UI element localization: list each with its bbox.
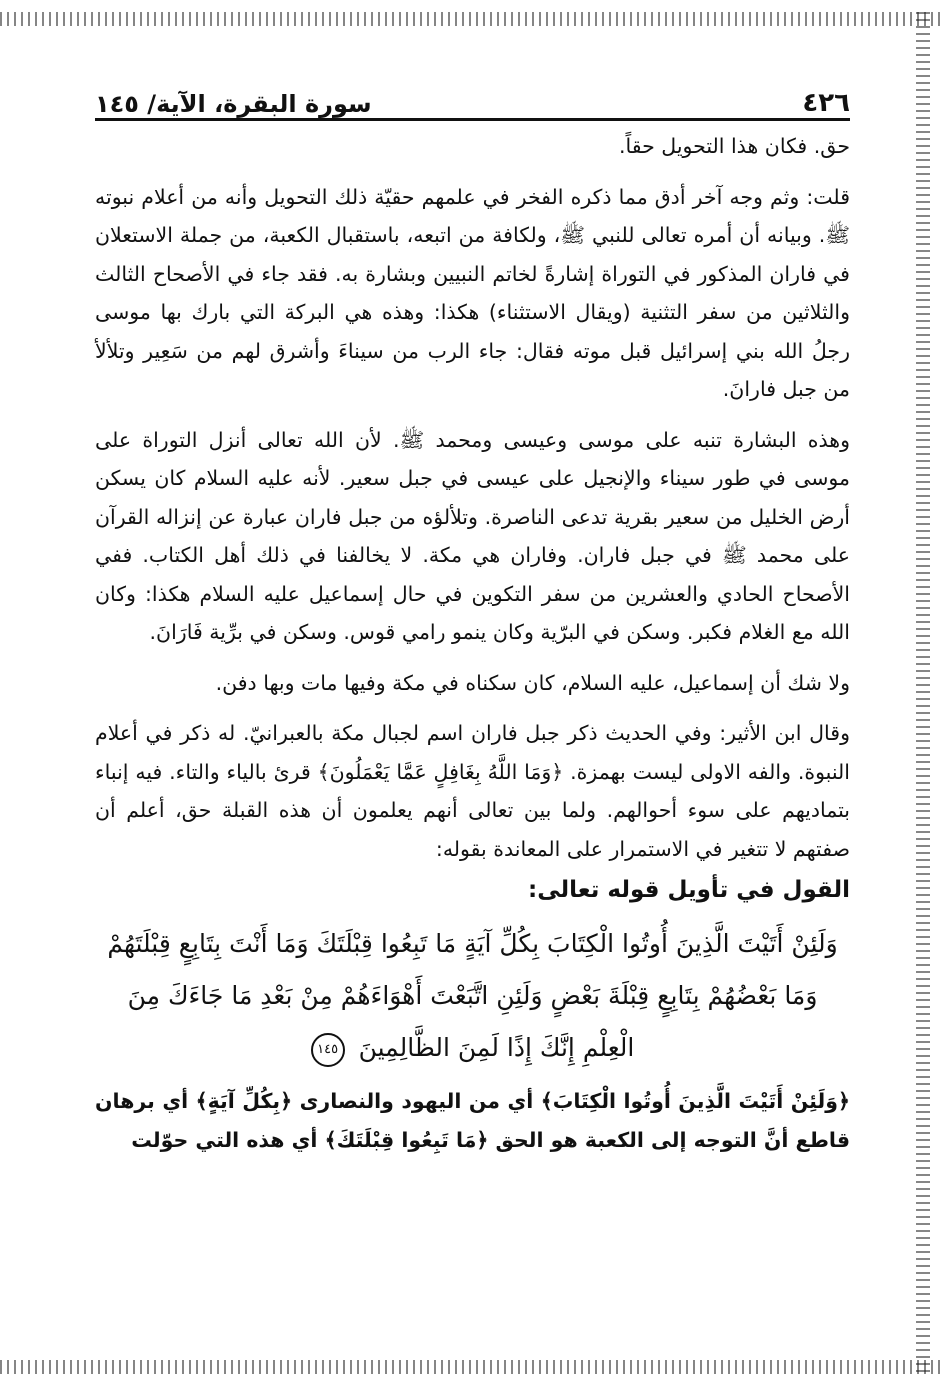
page-header xyxy=(95,70,850,121)
paragraph-4: ولا شك أن إسماعيل، عليه السلام، كان سكناه في مكة وفيها مات وبها دفن. xyxy=(215,670,850,695)
paragraph-2: قلت: وثم وجه آخر أدق مما ذكره الفخر في علمهم حقيّة ذلك التحويل وأنه من أعلام نبوته ﷺ. وبيانه أن أمره تعالى للنبي ﷺ، ولكافة من اتبعه، باستقبال الكعبة، من جملة الاستعلان في فاران المذكور في التوراة إشارةً لخاتم النبيين وبشارة به. فقد جاء في الأصحاح الثالث والثلاثين من سفر التثنية (ويقال الاستثناء) هكذا: وهذه هي البركة التي بارك بها موسى رجلُ الله بني إسرائيل قبل موته فقال: جاء الرب من سيناءَ وأشرق لهم من سَعِير وتلألأ من جبل فارانَ. xyxy=(95,184,850,401)
page-number: ٤٢٦ xyxy=(802,88,850,118)
verse-number-marker: ١٤٥ xyxy=(311,1033,345,1067)
closing-paragraph: ﴿وَلَئِنْ أَتَيْتَ الَّذِينَ أُوتُوا الْكِتَابَ﴾ أي من اليهود والنصارى ﴿بِكُلِّ آيَةٍ﴾ أي برهان قاطع أنَّ التوجه إلى الكعبة هو الحق ﴿مَا تَبِعُوا قِبْلَتَكَ﴾ أي هذه التي حوّلت xyxy=(95,1089,850,1152)
book-page xyxy=(95,70,850,1159)
verse-text: وَلَئِنْ أَتَيْتَ الَّذِينَ أُوتُوا الْكِتَابَ بِكُلِّ آيَةٍ مَا تَبِعُوا قِبْلَتَكَ وَمَا أَنْتَ بِتَابِعٍ قِبْلَتَهُمْ وَمَا بَعْضُهُمْ بِتَابِعٍ قِبْلَةَ بَعْضٍ وَلَئِنِ اتَّبَعْتَ أَهْوَاءَهُمْ مِنْ بَعْدِ مَا جَاءَكَ مِنَ الْعِلْمِ إِنَّكَ إِذًا لَمِنَ الظَّالِمِينَ xyxy=(107,929,838,1062)
paragraph-1: حق. فكان هذا التحويل حقاً. xyxy=(618,134,850,158)
paragraph-3: وهذه البشارة تنبه على موسى وعيسى ومحمد ﷺ. لأن الله تعالى أنزل التوراة على موسى في طور سيناء والإنجيل على عيسى في جبل سعير. لأنه عليه السلام كان يسكن أرض الخليل من سعير بقرية تدعى الناصرة. وتلألؤه من جبل فاران عبارة عن إنزاله القرآن على محمد ﷺ في جبل فاران. وفاران هي مكة. لا يخالفنا في ذلك أهل الكتاب. ففي الأصحاح الحادي والعشرين من سفر التكوين في حال إسماعيل عليه السلام هكذا: وكان الله مع الغلام فكبر. وسكن في البرّية وكان ينمو رامي قوس. وسكن في برِّية فَارَانَ. xyxy=(95,427,850,644)
decorative-border-top xyxy=(0,12,940,26)
decorative-border-bottom xyxy=(0,1360,940,1374)
surah-title: سورة البقرة، الآية/ ١٤٥ xyxy=(95,90,372,118)
decorative-border-right xyxy=(916,12,930,1375)
quran-verse xyxy=(95,918,850,1074)
section-heading: القول في تأويل قوله تعالى: xyxy=(528,877,850,903)
paragraph-5: وقال ابن الأثير: وفي الحديث ذكر جبل فاران اسم لجبال مكة بالعبرانيّ. له ذكر في أعلام النبوة. والفه الاولى ليست بهمزة. ﴿وَمَا اللَّهُ بِغَافِلٍ عَمَّا يَعْمَلُونَ﴾ قرئ بالياء والتاء. فيه إنباء بتماديهم على سوء أحوالهم. ولما بين تعالى أنهم يعلمون أن هذه القبلة حق، أعلم أن صفتهم لا تتغير في الاستمرار على المعاندة بقوله: xyxy=(95,721,850,861)
